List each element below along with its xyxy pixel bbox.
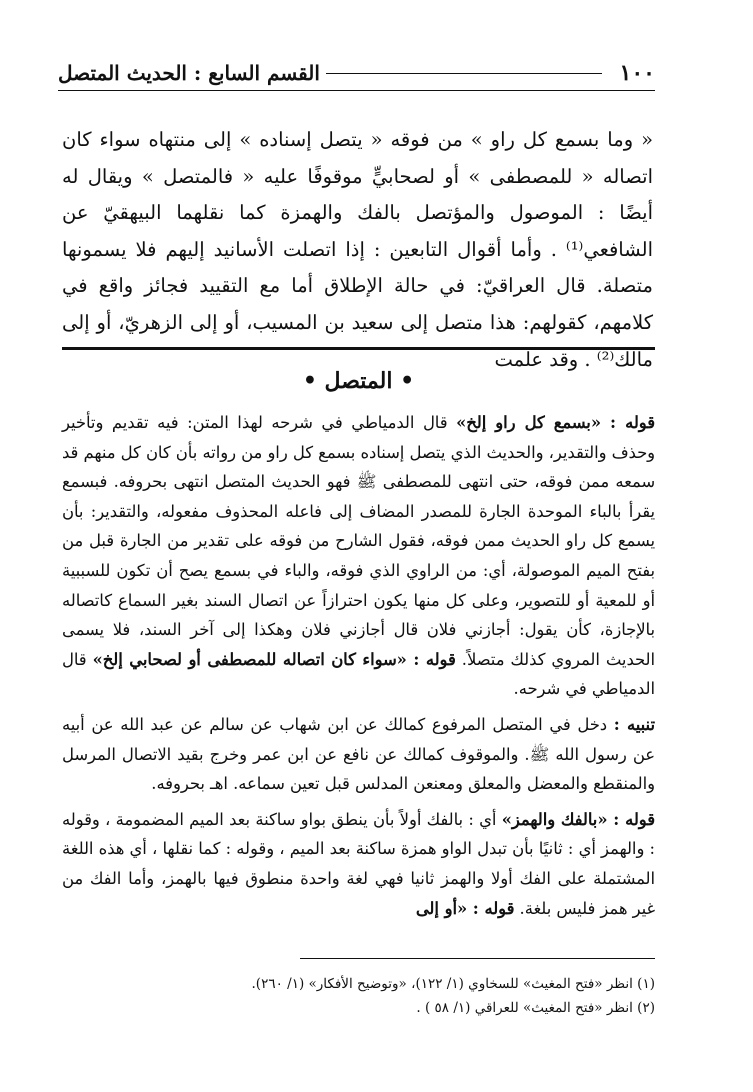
main-text: [62, 122, 653, 378]
commentary-keyword: قوله : «سواء كان اتصاله للمصطفى أو لصحابي إلخ»: [92, 649, 456, 669]
commentary-text: قال الدمياطي في شرحه.: [62, 649, 655, 699]
commentary-keyword: قوله : «بسمع كل راو إلخ»: [456, 413, 655, 432]
commentary-keyword: قوله : «أو إلى: [415, 898, 515, 918]
commentary-paragraph: [62, 805, 655, 923]
header-rule: [326, 73, 602, 74]
section-divider: [62, 347, 655, 350]
commentary-paragraph: [62, 408, 655, 704]
commentary-keyword: تنبيه :: [613, 714, 655, 734]
commentary-text: أي : بالفك أولاً بأن ينطق بواو ساكنة بعد الميم المضمومة ، وقوله : والهمز أي : ثانيًا بأن تبدل الواو همزة ساكنة بعد الميم ، وقوله : كما نقلها ، أي هذه اللغة المشتملة على الفك أولا والهمز ثانيا فهي لغة واحدة منطوق فيها بالهمز، وأما الفك من غير همز فليس بلغة.: [62, 809, 655, 918]
footnote: (١) انظر «فتح المغيث» للسخاوي (١/ ١٢٢)، «وتوضيح الأفكار» (١/ ٢٦٠).: [251, 976, 655, 992]
footnote-divider: [300, 958, 655, 959]
running-title: القسم السابع : الحديث المتصل: [58, 61, 320, 85]
commentary-paragraph: [62, 710, 655, 799]
page-number: ١٠٠: [619, 60, 655, 86]
commentary: [62, 408, 655, 929]
page-header: [58, 56, 655, 90]
main-paragraph: « وما بسمع كل راو » من فوقه « يتصل إسناده » إلى منتهاه سواء كان اتصاله « للمصطفى » أو لصحابيٍّ موقوفًا عليه « فالمتصل » ويقال له أيضًا : الموصول والمؤتصل بالفك والهمزة كما نقلهما البيهقيّ عن الشافعي⁽¹⁾ . وأما أقوال التابعين : إذا اتصلت الأسانيد إليهم فلا يسمونها متصلة. قال العراقيّ: في حالة الإطلاق أما مع التقييد فجائز واقع في كلامهم، كقولهم: هذا متصل إلى سعيد بن المسيب، أو إلى الزهريّ، أو إلى مالك⁽²⁾ . وقد علمت: [62, 128, 653, 371]
header-divider: [58, 90, 655, 91]
footnote: (٢) انظر «فتح المغيث» للعراقي (١/ ٥٨ ) .: [416, 1000, 655, 1016]
section-title: • المتصل •: [302, 368, 415, 394]
commentary-keyword: قوله : «بالفك والهمز»: [501, 809, 655, 829]
commentary-text: قال الدمياطي في شرحه لهذا المتن: فيه تقديم وتأخير وحذف والتقدير، والحديث الذي يتصل إسناده بسمع كل راو من رواته بأن كان كل منهم قد سمعه ممن فوقه، حتى انتهى للمصطفى ﷺ فهو الحديث المتصل انتهى بحروفه. فبسمع يقرأ بالباء الموحدة الجارة للمصدر المضاف إلى فاعله المحذوف مفعوله، والتقدير: بأن يسمع كل راو الحديث ممن فوقه، فقول الشارح من فوقه على تقدير من الجارة قبل من بفتح الميم الموصولة، أي: من الراوي الذي فوقه، والباء في بسمع يصح أن تكون للسببية أو للمعية أو للتصوير، وعلى كل منها يكون احترازاً عن اتصال السند بغير السماع كاتصاله بالإجازة، كأن يقول: أجازني فلان قال أجازني فلان وهكذا إلى آخر السند، فلا يسمى الحديث المروي كذلك متصلاً.: [62, 413, 655, 669]
commentary-text: دخل في المتصل المرفوع كمالك عن ابن شهاب عن سالم عن عبد الله عن أبيه عن رسول الله ﷺ. والموقوف كمالك عن نافع عن ابن عمر وخرج بقيد الاتصال المرسل والمنقطع والمعضل والمعلق ومعنعن المدلس قبل تعين سماعه. اهـ بحروفه.: [62, 714, 655, 794]
footnotes: [62, 972, 655, 1020]
